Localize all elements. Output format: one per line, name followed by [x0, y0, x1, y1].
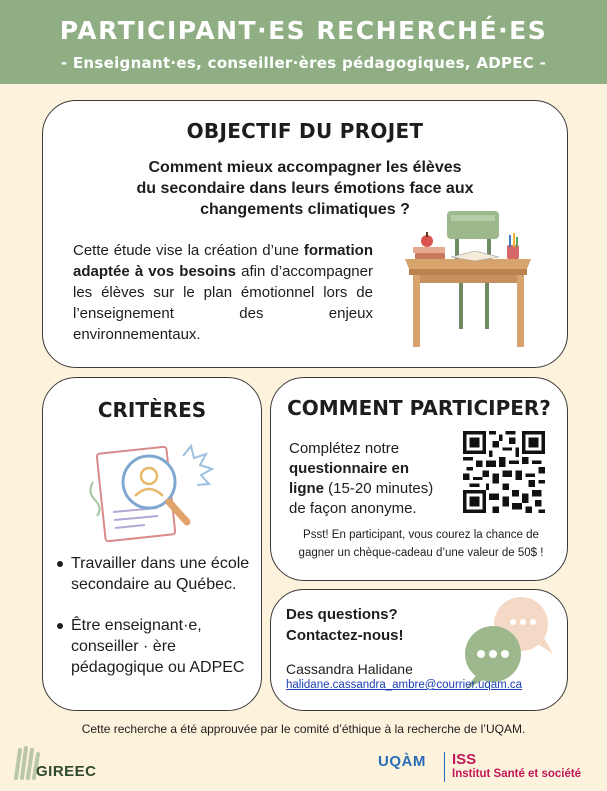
objective-body: [73, 240, 373, 345]
question-line: changements climatiques ?: [200, 201, 410, 218]
books-icon: [413, 247, 445, 253]
criteria-item: Travailler dans une école secondaire au Québec.: [57, 553, 257, 595]
prize-line: Psst! En participant, vous courez la chance de: [303, 529, 539, 541]
criteria-card: [42, 377, 262, 711]
document-magnifier-illustration: [83, 426, 223, 546]
qr-code[interactable]: [463, 431, 545, 513]
page-title: PARTICIPANT·ES RECHERCHÉ·ES: [59, 16, 548, 45]
criteria-list: [57, 553, 257, 698]
criteria-item: Être enseignant·e, conseiller · ère pédagogique ou ADPEC: [57, 615, 257, 678]
prize-note: [281, 526, 561, 562]
participate-card: [270, 377, 568, 581]
contact-line: Des questions?: [286, 606, 398, 623]
desk-top: [405, 259, 531, 269]
contact-name: Cassandra Halidane: [286, 661, 413, 677]
uqam-logo: UQÀM: [378, 753, 426, 770]
objective-title: OBJECTIF DU PROJET: [186, 119, 424, 143]
pencil-cup-icon: [507, 245, 519, 259]
body-bold-text: formation adaptée à vos besoins: [73, 242, 373, 280]
questionnaire-link-text: questionnaire en ligne: [289, 460, 410, 497]
iss-logo: ISS: [452, 751, 477, 768]
header-banner: [0, 0, 607, 84]
sunburst-icon: [183, 446, 212, 485]
iss-full-name: Institut Santé et société: [452, 768, 582, 780]
contact-email-link[interactable]: halidane.cassandra_ambre@courrier.uqam.ca: [286, 679, 523, 691]
contact-line: Contactez-nous!: [286, 627, 404, 644]
participate-text-part: Complétez notre: [289, 440, 400, 457]
objective-card: [42, 100, 568, 368]
desk-leg: [413, 275, 420, 347]
body-text: Cette étude vise la création d’une: [73, 242, 304, 259]
desk-leg: [517, 275, 524, 347]
criteria-title: CRITÈRES: [97, 398, 207, 422]
question-line: Comment mieux accompagner les élèves: [148, 159, 462, 176]
prize-line: gagner un chèque-cadeau d’une valeur de 50$ !: [298, 547, 544, 559]
participate-text: [289, 439, 447, 519]
question-line: du secondaire dans leurs émotions face aux: [136, 180, 474, 197]
page-subtitle: - Enseignant·es, conseiller·ères pédagogiques, ADPEC -: [60, 54, 547, 72]
gireec-logo-text: GIREEC: [36, 763, 97, 780]
logo-divider: [444, 752, 445, 782]
body-text: afin d’accompagner les élèves sur le plan émotionnel lors de l’enseignement des enjeux environnementaux.: [73, 263, 373, 343]
participate-text-part: (15-20 minutes) de façon anonyme.: [289, 480, 434, 517]
contact-heading: [286, 604, 404, 646]
school-desk-illustration: [399, 209, 539, 349]
participate-title: COMMENT PARTICIPER?: [287, 396, 551, 420]
contact-card: [270, 589, 568, 711]
ethics-approval-note: Cette recherche a été approuvée par le comité d’éthique à la recherche de l’UQAM.: [81, 722, 526, 736]
